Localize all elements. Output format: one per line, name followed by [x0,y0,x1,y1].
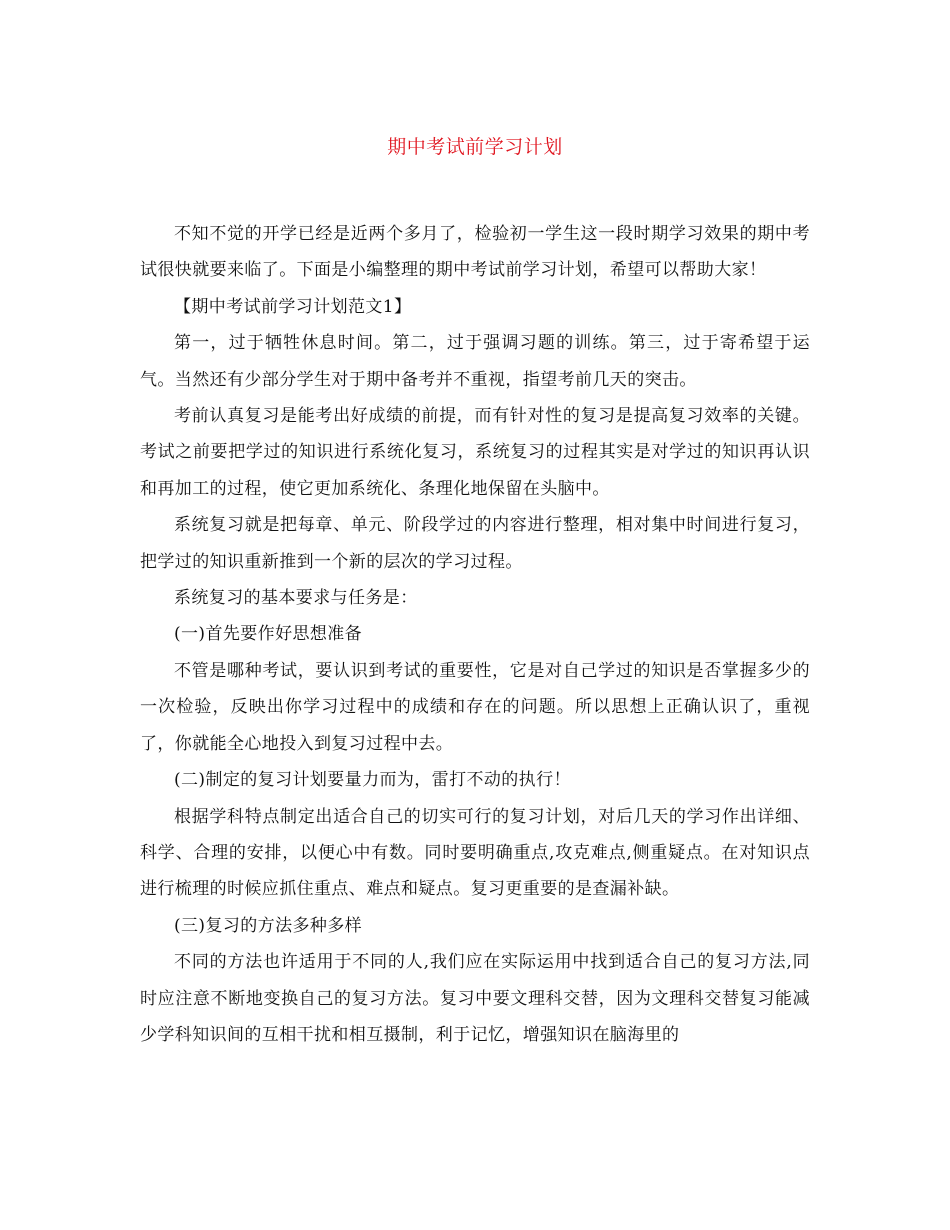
section-heading-sample-1: 【期中考试前学习计划范文1】 [174,296,412,317]
subheading-mental-preparation: (一)首先要作好思想准备 [174,624,363,645]
paragraph-intro: 不知不觉的开学已经是近两个多月了，检验初一学生这一段时期学习效果的期中考试很快就要来临了。下面是小编整理的期中考试前学习计划，希望可以帮助大家！ [140,224,810,281]
paragraph-review-plan: 根据学科特点制定出适合自己的切实可行的复习计划，对后几天的学习作出详细、科学、合理的安排，以便心中有数。同时要明确重点,攻克难点,侧重疑点。在对知识点进行梳理的时候应抓住重点、难点和疑点。复习更重要的是查漏补缺。 [140,806,810,900]
paragraph-requirements-intro: 系统复习的基本要求与任务是： [174,588,418,609]
subheading-review-methods: (三)复习的方法多种多样 [174,915,363,936]
document-body [140,216,810,1053]
paragraph-review-premise: 考前认真复习是能考出好成绩的前提，而有针对性的复习是提高复习效率的关键。考试之前要把学过的知识进行系统化复习，系统复习的过程其实是对学过的知识再认识和再加工的过程，使它更加系统化、条理化地保留在头脑中。 [140,406,810,499]
paragraph-mental-preparation: 不管是哪种考试，要认识到考试的重要性，它是对自己学过的知识是否掌握多少的一次检验，反映出你学习过程中的成绩和存在的问题。所以思想上正确认识了，重视了，你就能全心地投入到复习过程中去。 [140,660,810,754]
paragraph-review-methods: 不同的方法也许适用于不同的人,我们应在实际运用中找到适合自己的复习方法,同时应注意不断地变换自己的复习方法。复习中要文理科交替，因为文理科交替复习能减少学科知识间的互相干扰和相互摄制，利于记忆，增强知识在脑海里的 [140,952,810,1045]
paragraph-systematic-review: 系统复习就是把每章、单元、阶段学过的内容进行整理，相对集中时间进行复习，把学过的知识重新推到一个新的层次的学习过程。 [140,515,810,572]
document-title: 期中考试前学习计划 [387,136,563,158]
subheading-review-plan: (二)制定的复习计划要量力而为，雷打不动的执行！ [174,770,571,791]
paragraph-mistakes: 第一，过于牺牲休息时间。第二，过于强调习题的训练。第三，过于寄希望于运气。当然还有少部分学生对于期中备考并不重视，指望考前几天的突击。 [140,333,810,390]
